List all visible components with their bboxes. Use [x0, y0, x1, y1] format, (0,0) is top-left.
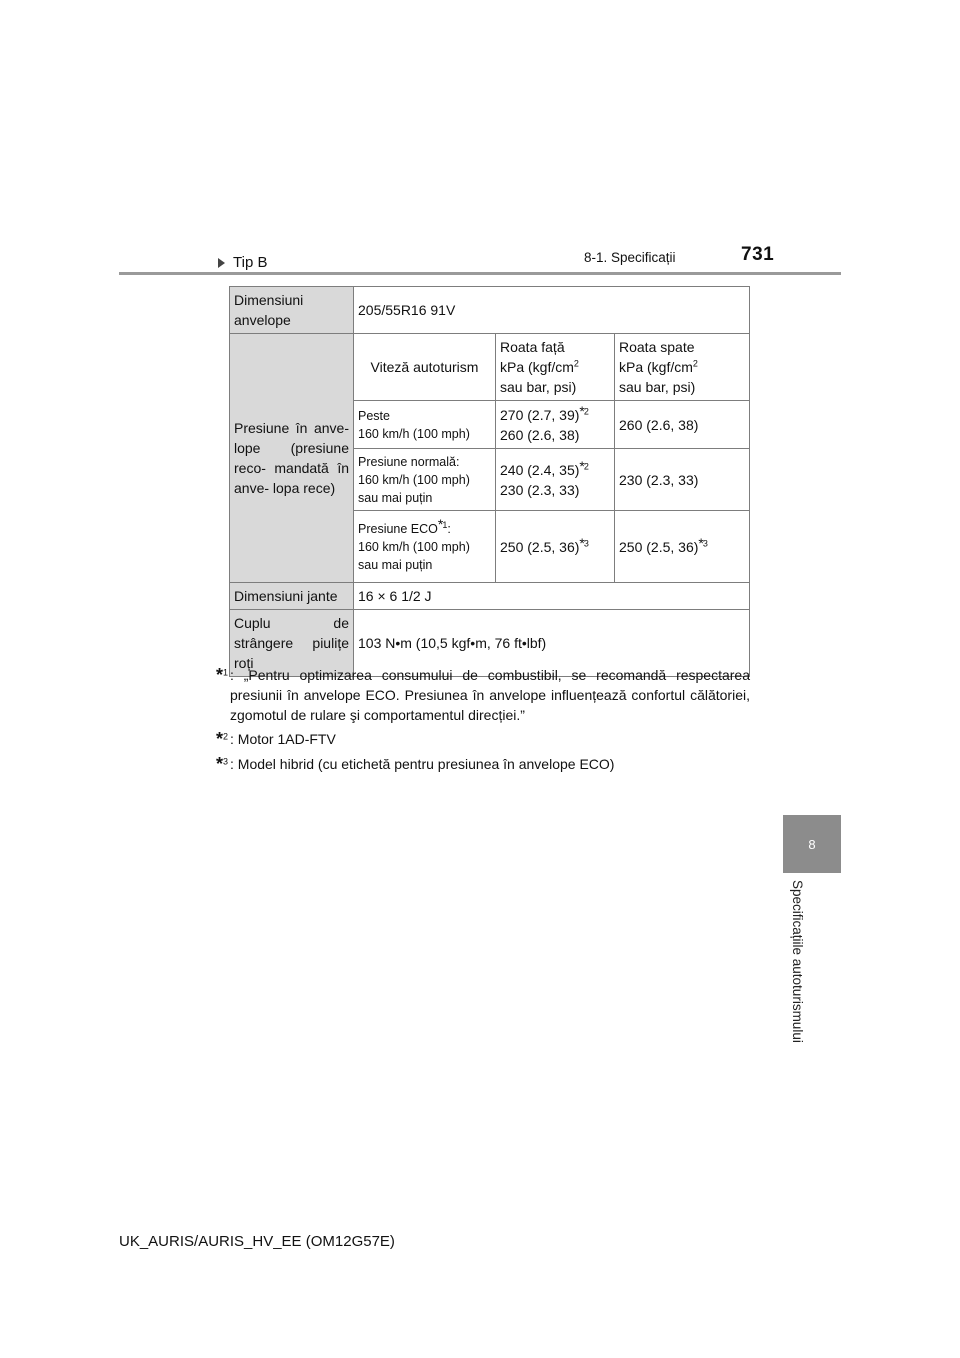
row1-rear: 260 (2.6, 38) — [615, 401, 750, 449]
col-front-header — [496, 334, 615, 401]
chapter-number: 8 — [808, 836, 816, 852]
asterisk-icon: * — [216, 665, 224, 685]
tire-size-value: 205/55R16 91V — [354, 287, 750, 334]
col-rear-sup: 2 — [692, 358, 698, 369]
footnote-text: : Model hibrid (cu etichetă pentru presiunea în anvelope ECO) — [230, 756, 615, 772]
table-row — [230, 287, 750, 334]
footnote-marker-icon: * — [579, 534, 585, 551]
footnote-marker-icon: * — [579, 402, 585, 419]
row3-speed — [354, 511, 496, 583]
row2-front — [496, 449, 615, 511]
row2-speed — [354, 449, 496, 511]
col-rear-unit: kPa (kgf/cm — [619, 359, 693, 375]
row1-front-line1 — [500, 402, 610, 425]
col-front-sup: 2 — [573, 358, 579, 369]
row1-front-line2: 260 (2.6, 38) — [500, 426, 580, 443]
torque-label: Cuplu de strângere piulițe roți — [230, 610, 354, 677]
col-rear-line2 — [619, 357, 745, 377]
row1-speed-line1: Peste — [358, 408, 390, 423]
row3-front-sup: 3 — [583, 537, 589, 548]
wheel-size-label: Dimensiuni jante — [230, 583, 354, 610]
col-rear-line1: Roata spate — [619, 339, 695, 355]
footnote-text: : Motor 1AD-FTV — [230, 731, 336, 747]
row2-front-sup: 2 — [583, 460, 589, 471]
chapter-label: Specificațiile autoturismului — [790, 880, 805, 1043]
row1-speed-line2: 160 km/h (100 mph) — [358, 426, 470, 441]
row3-speed-line1: Presiune ECO$^{*1}$: — [358, 515, 451, 536]
row2-speed-line1: Presiune normală: — [358, 454, 460, 469]
footnote-number: 2 — [223, 731, 229, 742]
col-rear-line3: sau bar, psi) — [619, 379, 696, 395]
row3-rear-sup: 3 — [702, 537, 708, 548]
row3-rear — [615, 511, 750, 583]
table-row — [230, 334, 750, 401]
tire-size-label: Dimensiuni anvelope — [230, 287, 354, 334]
footnotes — [216, 665, 750, 779]
row2-speed-line2: 160 km/h (100 mph) — [358, 472, 470, 487]
document-code: UK_AURIS/AURIS_HV_EE (OM12G57E) — [119, 1233, 395, 1250]
row3-front — [496, 511, 615, 583]
asterisk-icon: * — [216, 754, 224, 774]
subheading — [218, 254, 267, 271]
row2-front-value1: 240 (2.4, 35) — [500, 461, 580, 478]
col-speed-header: Viteză autoturism — [354, 334, 496, 401]
footnote-marker-icon: * — [698, 534, 704, 551]
section-title: 8-1. Specificații — [584, 250, 676, 265]
footnote-number: 1 — [223, 667, 229, 678]
subheading-text: Tip B — [233, 254, 268, 271]
row3-speed-label: Presiune ECO — [358, 521, 438, 536]
row2-front-line2: 230 (2.3, 33) — [500, 481, 580, 498]
triangle-bullet-icon — [218, 258, 225, 268]
row1-front-sup: 2 — [583, 405, 589, 416]
torque-value: 103 N•m (10,5 kgf•m, 76 ft•lbf) — [354, 610, 750, 677]
footnote-1 — [216, 665, 750, 725]
row3-speed-line2: 160 km/h (100 mph) — [358, 539, 470, 554]
footnote-2 — [216, 729, 750, 750]
row1-front-value1: 270 (2.7, 39) — [500, 406, 580, 423]
row2-speed-line3: sau mai puțin — [358, 490, 433, 505]
chapter-tab[interactable] — [783, 815, 841, 873]
tire-spec-table — [229, 286, 750, 677]
footnote-number: 3 — [223, 756, 229, 767]
asterisk-icon: * — [216, 729, 224, 749]
footnote-marker-icon: * — [437, 515, 444, 532]
row3-speed-sup: 1 — [442, 519, 448, 530]
row3-speed-line3: sau mai puțin — [358, 557, 433, 572]
header-rule — [119, 272, 841, 275]
row2-rear: 230 (2.3, 33) — [615, 449, 750, 511]
col-front-line2 — [500, 357, 610, 377]
footnote-mark — [216, 729, 230, 750]
page-number: 731 — [741, 244, 775, 265]
wheel-size-value: 16 × 6 1/2 J — [354, 583, 750, 610]
row2-front-line1 — [500, 457, 610, 480]
footnote-marker-icon: * — [579, 457, 585, 474]
col-front-unit: kPa (kgf/cm — [500, 359, 574, 375]
pressure-label: Presiune în anve- lope (presiune reco- mandată în anve- lopa rece) — [230, 334, 354, 583]
row1-speed — [354, 401, 496, 449]
table-row — [230, 583, 750, 610]
col-front-line3: sau bar, psi) — [500, 379, 577, 395]
col-rear-header — [615, 334, 750, 401]
footnote-mark — [216, 754, 230, 775]
footnote-3 — [216, 754, 750, 775]
row3-front-value: 250 (2.5, 36) — [500, 538, 580, 555]
row3-rear-value: 250 (2.5, 36) — [619, 538, 699, 555]
footnote-mark — [216, 665, 230, 725]
row1-front — [496, 401, 615, 449]
footnote-text: : „Pentru optimizarea consumului de combustibil, se recomandă respectarea presiunii în anvelope ECO. Presiunea în anvelope influențează confortul călătoriei, zgomotul de rulare şi comportamentul direcției.” — [230, 667, 750, 723]
col-front-line1: Roata față — [500, 339, 565, 355]
